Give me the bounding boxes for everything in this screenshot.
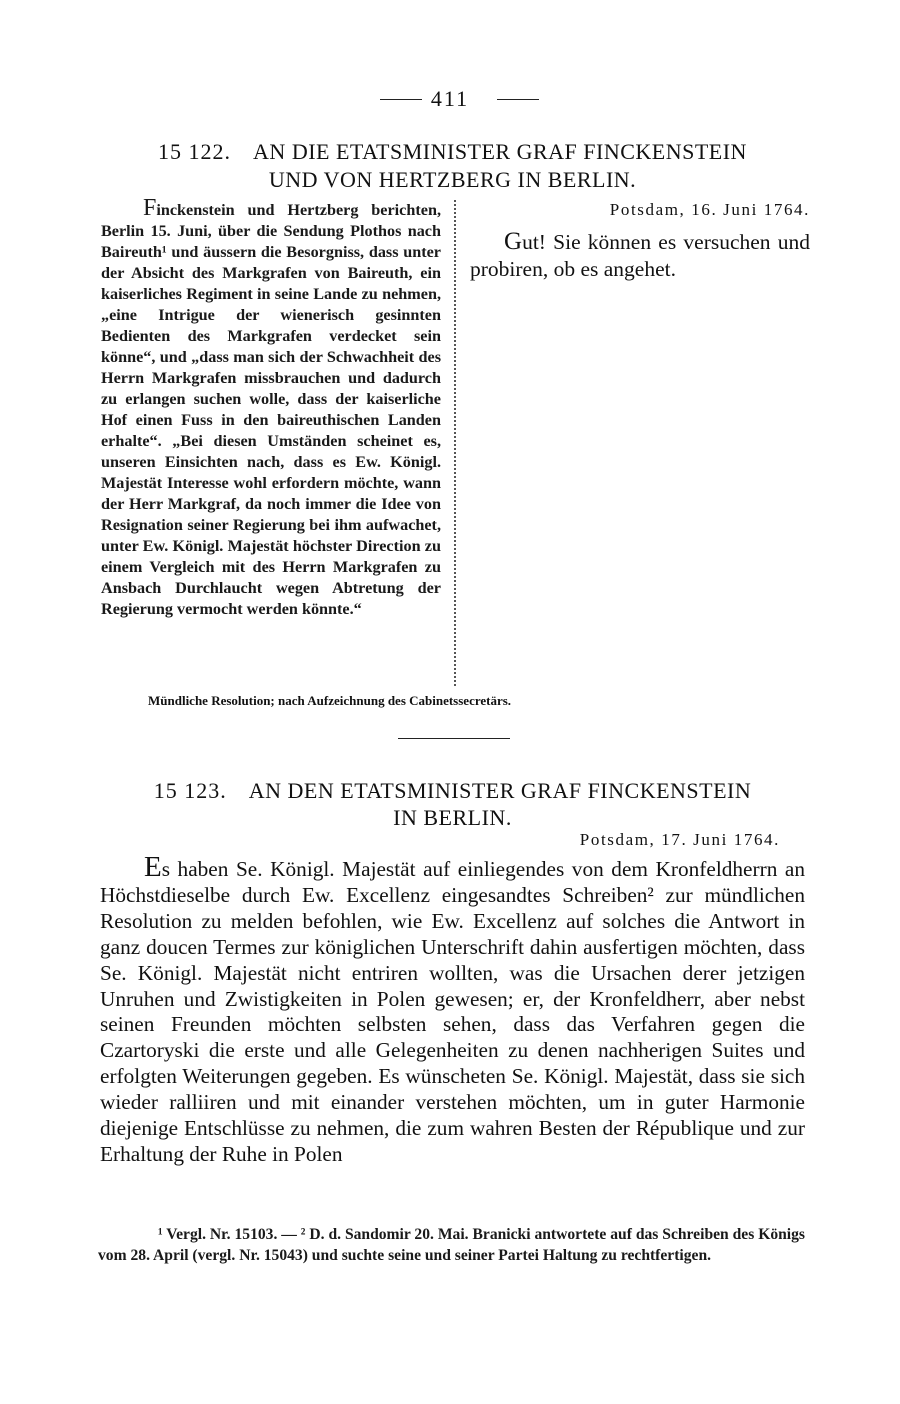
body-dropcap: E xyxy=(144,851,162,883)
letter-2-number: 15 123. xyxy=(153,778,227,803)
letter-1-title-line2: UND VON HERTZBERG IN BERLIN. xyxy=(268,167,637,192)
letter-1-number: 15 122. xyxy=(158,139,232,164)
section-separator xyxy=(398,738,510,739)
letter-2-title-line1: AN DEN ETATSMINISTER GRAF FINCKENSTEIN xyxy=(248,778,752,803)
letter-1-title-line1: AN DIE ETATSMINISTER GRAF FINCKENSTEIN xyxy=(253,139,747,164)
letter-2-heading xyxy=(100,777,805,805)
reply-cap: G xyxy=(504,228,523,255)
resolution-note: Mündliche Resolution; nach Aufzeichnung des Cabinetssecretärs. xyxy=(148,693,512,708)
summary-dropcap: F xyxy=(143,195,157,221)
letter-1-heading xyxy=(100,138,805,166)
letter-1-dateline: Potsdam, 16. Juni 1764. xyxy=(609,200,810,219)
reply-text-block xyxy=(470,228,810,283)
letter-2-body xyxy=(100,851,805,1168)
letter-2-dateline: Potsdam, 17. Juni 1764. xyxy=(579,830,780,849)
footnotes xyxy=(98,1224,805,1266)
page-number: 411 xyxy=(430,86,470,111)
reply-text: ut! Sie können es versuchen und probiren, ob es angehet. xyxy=(470,230,810,281)
body-text: s haben Se. Königl. Majestät auf einliegendes von dem Kronfeldherrn an Höchstdieselbe durch Ew. Excellenz eingesandtes Schreiben² zur mündlichen Resolution zu melden befohlen, wie Ew. Excellenz auf solches die Antwort in ganz doucen Termes zur königlichen Unterschrift dahin ausfertigen möchten, dass Se. Königl. Majestät nicht entriren wollten, was die Ursachen derer jetzigen Unruhen und Zwistigkeiten in Polen gewesen; er, der Kronfeldherr, aber nebst seinen Freunden möchten selbsten sehen, dass das Verfahren gegen die Czartoryski die erste und alle Gelegenheiten zu denen nachherigen Suites und erfolgten Weiterungen gegeben. Es wünscheten Se. Königl. Majestät, dass sie sich wieder ralliiren und mit einander verstehen möchten, um in guter Harmonie diejenige Entschlüsse zu nehmen, die zum wahren Besten der République und zur Erhaltung der Ruhe in Polen xyxy=(100,857,805,1166)
column-divider xyxy=(454,200,456,686)
letter-1-summary xyxy=(101,195,441,620)
footnotes-text: ¹ Vergl. Nr. 15103. — ² D. d. Sandomir 20. Mai. Branicki antwortete auf das Schreiben des Königs vom 28. April (vergl. Nr. 15043) und suchte seine und seiner Partei Haltung zu rechtfertigen. xyxy=(98,1226,805,1264)
summary-text: inckenstein und Hertzberg berichten, Berlin 15. Juni, über die Sendung Plothos nach Baireuth¹ und äussern die Besorgniss, dass unter der Absicht des Markgrafen von Baireuth, ein kaiserliches Regiment in seine Lande zu nehmen, „eine Intrigue der wienerisch gesinnten Bedienten des Markgrafen verdecket sein könne“, und „dass man sich der Schwachheit des Herrn Markgrafen missbrauchen und dadurch zu erlangen suchen wolle, dass der kaiserliche Hof einen Fuss in den baireuthischen Landen erhalte“. „Bei diesen Umständen scheinet es, unseren Einsichten nach, dass es Ew. Königl. Majestät Interesse wohl erfordern möchte, wann der Herr Markgraf, da noch immer die Idee von Resignation seiner Regierung bei ihm aufwachet, unter Ew. Königl. Majestät höchster Direction zu einem Vergleich mit des Herrn Markgrafen zu Ansbach Durchlaucht wegen Abtretung der Regierung vermocht werden könnte.“ xyxy=(101,201,441,618)
header-rule-right xyxy=(497,99,539,100)
letter-1-reply xyxy=(470,200,810,283)
letter-2-title-line2: IN BERLIN. xyxy=(393,805,512,830)
